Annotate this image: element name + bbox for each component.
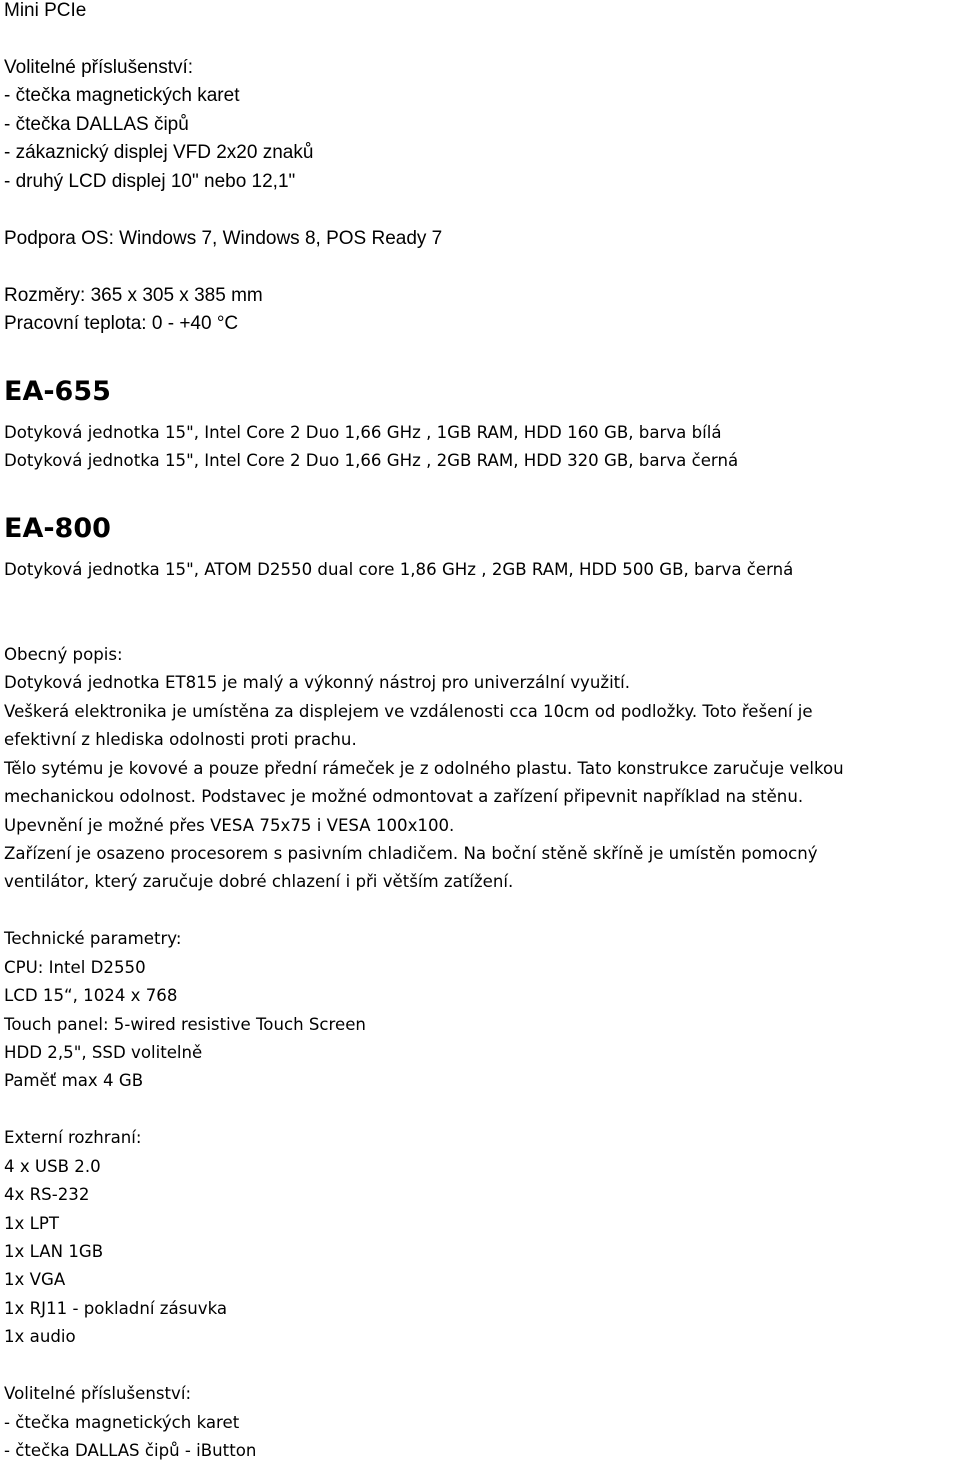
external-interface-item: 4 x USB 2.0	[4, 1157, 101, 1176]
os-support-text: Podpora OS: Windows 7, Windows 8, POS Ready 7	[4, 228, 443, 249]
ea655-variant: Dotyková jednotka 15", Intel Core 2 Duo 1,66 GHz , 2GB RAM, HDD 320 GB, barva černá	[4, 451, 739, 470]
technical-parameter-item: HDD 2,5", SSD volitelně	[4, 1043, 203, 1062]
optional-accessory-item: - čtečka magnetických karet	[4, 1413, 240, 1432]
ea800-heading: EA-800	[4, 513, 111, 544]
technical-parameters-title: Technické parametry:	[4, 929, 182, 948]
general-description-line: Upevnění je možné přes VESA 75x75 i VESA 100x100.	[4, 816, 455, 835]
external-interface-item: 1x LAN 1GB	[4, 1242, 104, 1261]
accessory-item: - druhý LCD displej 10" nebo 12,1"	[4, 171, 296, 192]
general-description-line: efektivní z hlediska odolnosti proti prachu.	[4, 730, 357, 749]
general-description-line: Dotyková jednotka ET815 je malý a výkonný nástroj pro univerzální využití.	[4, 673, 631, 692]
technical-parameter-item: Touch panel: 5-wired resistive Touch Screen	[4, 1015, 366, 1034]
accessory-item: - čtečka magnetických karet	[4, 85, 240, 106]
general-description-line: mechanickou odolnost. Podstavec je možné odmontovat a zařízení připevnit například na stěnu.	[4, 787, 804, 806]
external-interface-item: 4x RS-232	[4, 1185, 90, 1204]
external-interfaces-title: Externí rozhraní:	[4, 1128, 142, 1147]
general-description-line: ventilátor, který zaručuje dobré chlazení i při větším zatížení.	[4, 872, 514, 891]
ea655-variant: Dotyková jednotka 15", Intel Core 2 Duo 1,66 GHz , 1GB RAM, HDD 160 GB, barva bílá	[4, 423, 722, 442]
optional-accessory-item: - čtečka DALLAS čipů - iButton	[4, 1441, 257, 1460]
technical-parameter-item: CPU: Intel D2550	[4, 958, 146, 977]
dimensions-text: Rozměry: 365 x 305 x 385 mm	[4, 285, 263, 306]
ea800-variant: Dotyková jednotka 15", ATOM D2550 dual core 1,86 GHz , 2GB RAM, HDD 500 GB, barva černá	[4, 560, 794, 579]
technical-parameter-item: LCD 15“, 1024 x 768	[4, 986, 178, 1005]
external-interface-item: 1x RJ11 - pokladní zásuvka	[4, 1299, 228, 1318]
general-description-line: Zařízení je osazeno procesorem s pasivním chladičem. Na boční stěně skříně je umístěn pomocný	[4, 844, 818, 863]
accessories-title: Volitelné příslušenství:	[4, 57, 194, 78]
ea655-heading: EA-655	[4, 376, 111, 407]
external-interface-item: 1x VGA	[4, 1270, 66, 1289]
general-description-line: Veškerá elektronika je umístěna za displejem ve vzdálenosti cca 10cm od podložky. Toto řešení je	[4, 702, 813, 721]
optional-accessories-title: Volitelné příslušenství:	[4, 1384, 192, 1403]
external-interface-item: 1x LPT	[4, 1214, 60, 1233]
technical-parameter-item: Paměť max 4 GB	[4, 1071, 144, 1090]
work-temperature-text: Pracovní teplota: 0 - +40 °C	[4, 313, 239, 334]
mini-pcie-text: Mini PCIe	[4, 0, 87, 21]
general-description-line: Tělo sytému je kovové a pouze přední rámeček je z odolného plastu. Tato konstrukce zaručuje velkou	[4, 759, 844, 778]
general-description-title: Obecný popis:	[4, 645, 123, 664]
accessory-item: - zákaznický displej VFD 2x20 znaků	[4, 142, 314, 163]
external-interface-item: 1x audio	[4, 1327, 76, 1346]
accessory-item: - čtečka DALLAS čipů	[4, 114, 189, 135]
